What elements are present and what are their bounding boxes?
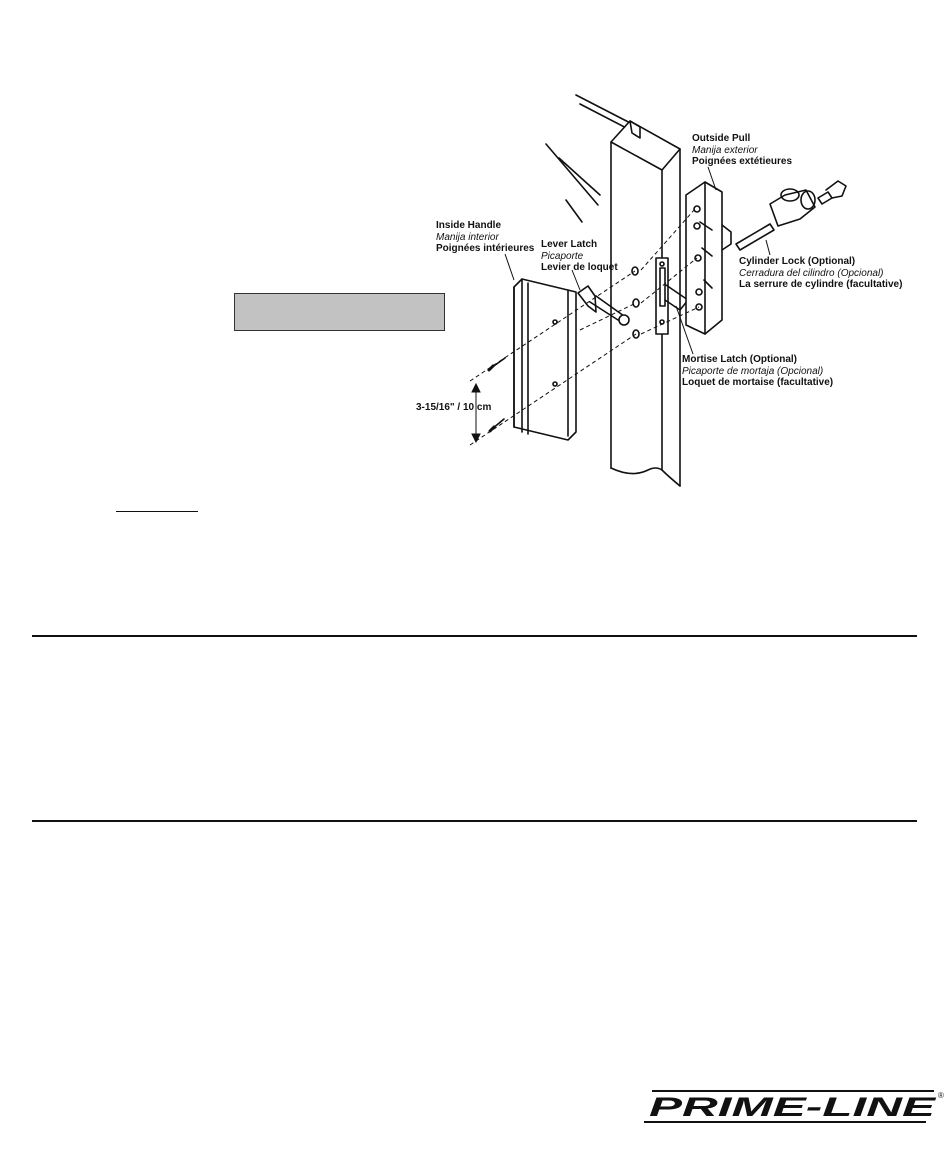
inside-handle-es: Manija interior — [436, 231, 499, 243]
logo-wordmark: PRIME-LINE — [649, 1092, 937, 1122]
divider-rule-top — [32, 635, 917, 637]
cylinder-lock — [736, 181, 846, 250]
outside-pull — [686, 182, 731, 334]
callout-outside-pull — [692, 133, 792, 168]
prime-line-logo-svg — [642, 1086, 942, 1126]
prime-line-logo — [642, 1086, 942, 1126]
callout-mortise-latch — [682, 354, 833, 389]
lever-latch-en: Lever Latch — [541, 239, 598, 250]
cylinder-lock-en: Cylinder Lock (Optional) — [739, 256, 856, 267]
outside-pull-en: Outside Pull — [692, 133, 751, 144]
outside-pull-fr: Poignées extétieures — [692, 156, 793, 167]
logo-registered-mark: ® — [938, 1091, 944, 1100]
inside-handle-en: Inside Handle — [436, 220, 502, 231]
mortise-latch-fr: Loquet de mortaise (facultative) — [682, 377, 834, 388]
gray-box — [234, 293, 445, 331]
cylinder-lock-es: Cerradura del cilindro (Opcional) — [739, 267, 884, 279]
cylinder-lock-fr: La serrure de cylindre (facultative) — [739, 279, 903, 290]
callout-inside-handle — [436, 220, 534, 255]
stile-holes — [632, 267, 639, 338]
lever-latch-es: Picaporte — [541, 250, 584, 262]
mortise-latch-es: Picaporte de mortaja (Opcional) — [682, 365, 824, 377]
callout-cylinder-lock — [739, 256, 902, 291]
divider-rule-bottom — [32, 820, 917, 822]
dimension-label — [416, 402, 491, 414]
mortise-latch-en: Mortise Latch (Optional) — [682, 354, 797, 365]
lever-latch-fr: Levier de loquet — [541, 262, 618, 273]
inside-handle-fr: Poignées intérieures — [436, 243, 535, 254]
glass-frame-lines — [546, 95, 640, 222]
mortise-latch-plate — [656, 258, 688, 334]
dimension-text: 3-15/16" / 10 cm — [416, 402, 492, 413]
lever-latch — [578, 286, 629, 325]
callout-lever-latch — [541, 239, 618, 274]
inside-handle — [514, 279, 576, 440]
screws — [489, 358, 505, 431]
short-underline — [116, 511, 198, 512]
outside-pull-es: Manija exterior — [692, 144, 758, 156]
